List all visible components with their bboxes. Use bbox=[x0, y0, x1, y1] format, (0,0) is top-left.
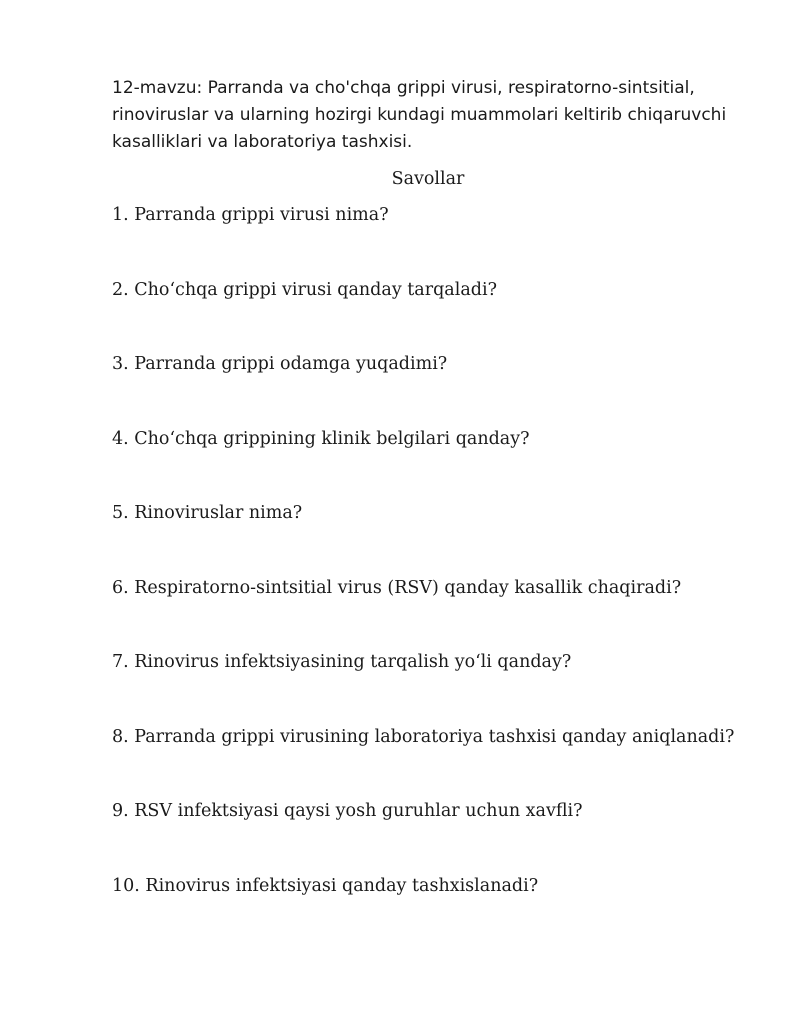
question-item: 6. Respiratorno-sintsitial virus (RSV) qanday kasallik chaqiradi? bbox=[112, 577, 682, 598]
question-item: 9. RSV infektsiyasi qaysi yosh guruhlar uchun xavfli? bbox=[112, 801, 583, 821]
topic-title: 12-mavzu: Parranda va cho'chqa grippi virusi, respiratorno-sintsitial, rinoviruslar va ularning hozirgi kundagi muammolari keltirib chiqaruvchi kasalliklari va laboratoriya tashxisi. bbox=[112, 78, 727, 152]
question-item: 10. Rinovirus infektsiyasi qanday tashxislanadi? bbox=[112, 875, 539, 896]
question-item: 8. Parranda grippi virusining laboratoriya tashxisi qanday aniqlanadi? bbox=[112, 726, 735, 747]
question-item: 1. Parranda grippi virusi nima? bbox=[112, 205, 389, 225]
question-list bbox=[112, 202, 772, 947]
question-item: 2. Cho‘chqa grippi virusi qanday tarqaladi? bbox=[112, 279, 497, 300]
section-heading: Savollar bbox=[391, 169, 465, 189]
question-item: 3. Parranda grippi odamga yuqadimi? bbox=[112, 354, 448, 374]
question-item: 7. Rinovirus infektsiyasining tarqalish yo‘li qanday? bbox=[112, 652, 572, 672]
question-item: 4. Cho‘chqa grippining klinik belgilari qanday? bbox=[112, 428, 530, 449]
question-item: 5. Rinoviruslar nima? bbox=[112, 503, 303, 523]
